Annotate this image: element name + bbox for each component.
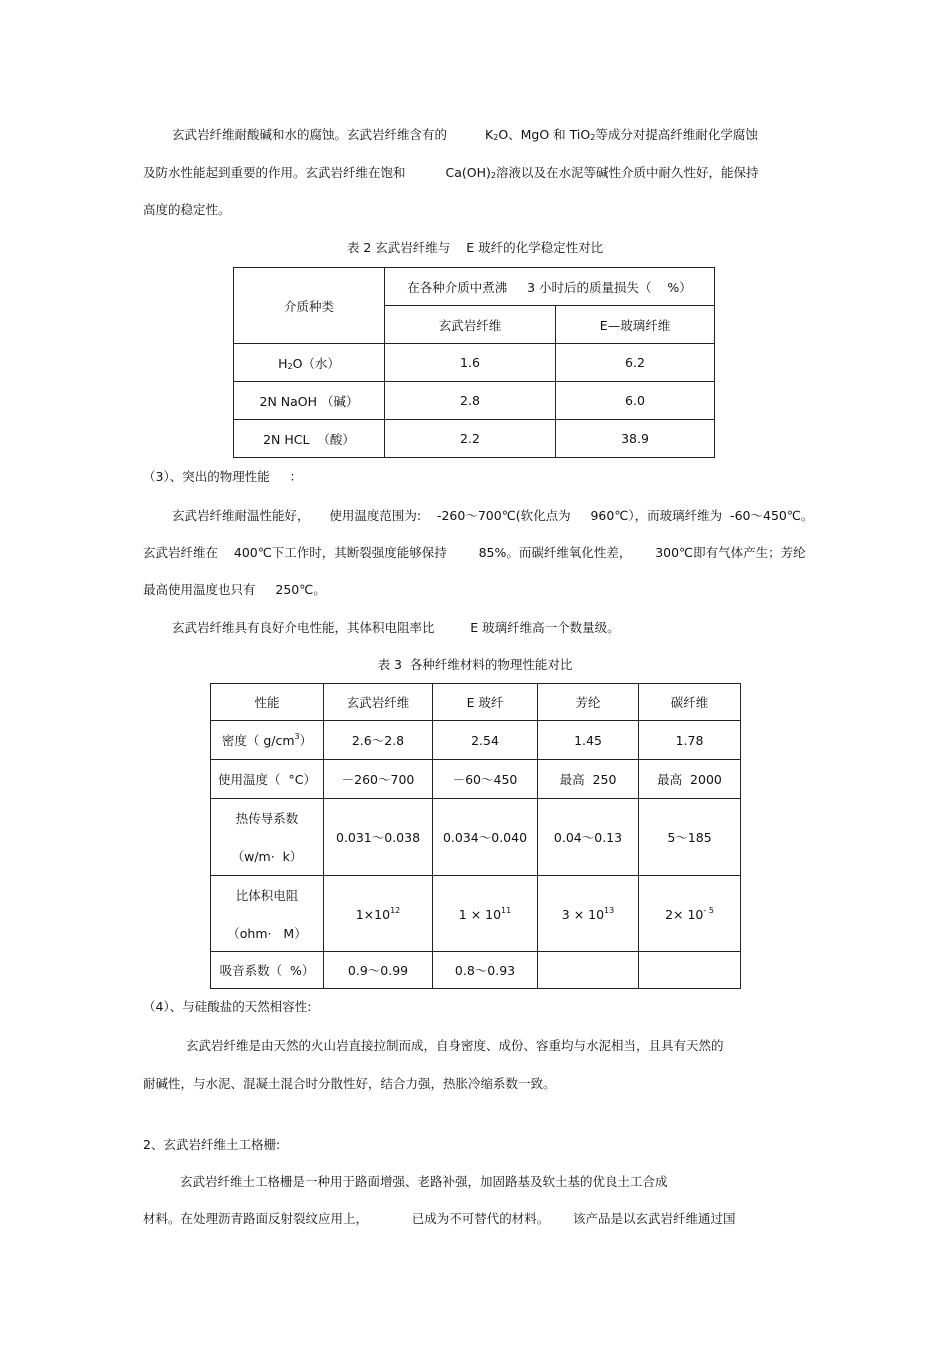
table2-header-group: 在各种介质中煮沸 3 小时后的质量损失（ %）: [385, 268, 715, 306]
section3-line4: 玄武岩纤维具有良好介电性能，其体积电阻率比 E 玻璃纤维高一个数量级。: [172, 620, 620, 635]
table-row: [234, 344, 715, 382]
table-row: [211, 760, 741, 799]
section-geogrid-line2: 材料。在处理沥青路面反射裂纹应用上， 已成为不可替代的材料。 该产品是以玄武岩纤维通过国: [143, 1211, 736, 1226]
table3-cell: 2.6～2.8: [324, 721, 433, 760]
table3-resistivity-label: 比体积电阻 （ohm· M）: [211, 876, 324, 952]
table2-eglass-value: 6.2: [556, 344, 715, 382]
table3-cell: －60～450: [433, 760, 538, 799]
table-row: [211, 721, 741, 760]
table-row: [211, 799, 741, 876]
table3-cell: 1.45: [538, 721, 639, 760]
table2-caption: 表 2 玄武岩纤维与 E 玻纤的化学稳定性对比: [346, 240, 604, 255]
section4-line2: 耐碱性，与水泥、混凝土混合时分散性好，结合力强，热胀冷缩系数一致。: [143, 1076, 556, 1091]
section3-line1: 玄武岩纤维耐温性能好， 使用温度范围为: -260～700℃(软化点为 960℃），而玻璃纤维为 -60～450℃。: [172, 508, 814, 523]
table3-header: E 玻纤: [433, 684, 538, 721]
table2-basalt-value: 2.8: [385, 382, 556, 420]
section3-line2: 玄武岩纤维在 400℃下工作时，其断裂强度能够保持 85%。而碳纤维氧化性差， 300℃即有气体产生；芳纶: [143, 545, 806, 560]
table3-cell: 1.78: [639, 721, 741, 760]
table3-header: 玄武岩纤维: [324, 684, 433, 721]
para1-line1: 玄武岩纤维耐酸碱和水的腐蚀。玄武岩纤维含有的 $K_2O$、MgO 和 TiO$_2$等成分对提高纤维耐化学腐蚀: [172, 127, 758, 142]
table3-header: 碳纤维: [639, 684, 741, 721]
table2-eglass-value: 38.9: [556, 420, 715, 458]
table3-cell: [639, 952, 741, 989]
table2-header-medium: 介质种类: [234, 268, 385, 344]
section4-line1: 玄武岩纤维是由天然的火山岩直接拉制而成，自身密度、成份、容重均与水泥相当，且具有天然的: [186, 1038, 724, 1053]
table3-temp-label: 使用温度（ °C）: [211, 760, 324, 799]
table2-medium: $H_2O$（水）: [234, 344, 385, 382]
table3-caption: 表 3 各种纤维材料的物理性能对比: [377, 657, 573, 672]
table3-cell: $1\times 10^{12}$: [324, 876, 433, 952]
table2-eglass-value: 6.0: [556, 382, 715, 420]
table3-cell: 0.8～0.93: [433, 952, 538, 989]
para1-line2: 及防水性能起到重要的作用。玄武岩纤维在饱和 $Ca(OH)_2$溶液以及在水泥等碱性介质中耐久性好，能保持: [143, 165, 759, 180]
table3-header: 芳纶: [538, 684, 639, 721]
table3-cell: 5～185: [639, 799, 741, 876]
table2-basalt-value: 2.2: [385, 420, 556, 458]
para1-line3: 高度的稳定性。: [143, 202, 231, 217]
table-row: [234, 420, 715, 458]
table3-cell: 0.9～0.99: [324, 952, 433, 989]
section3-heading: （3）、突出的物理性能 ：: [143, 469, 303, 484]
table2-header-basalt: 玄武岩纤维: [385, 306, 556, 344]
table2-medium: 2N NaOH （碱）: [234, 382, 385, 420]
table3-cell: $1 \times 10^{11}$: [433, 876, 538, 952]
table3-cell: [538, 952, 639, 989]
table3-cell: 最高 2000: [639, 760, 741, 799]
table3: [210, 683, 741, 989]
table3-cell: $2\times 10^{- 5}$: [639, 876, 741, 952]
table3-header: 性能: [211, 684, 324, 721]
table-row: [234, 382, 715, 420]
table3-cell: 0.034～0.040: [433, 799, 538, 876]
table-row: [211, 952, 741, 989]
table3-cell: $3 \times 10^{13}$: [538, 876, 639, 952]
table3-header-row: [211, 684, 741, 721]
table3-cell: －260～700: [324, 760, 433, 799]
table3-sound-label: 吸音系数（ %）: [211, 952, 324, 989]
section-geogrid-line1: 玄武岩纤维土工格栅是一种用于路面增强、老路补强，加固路基及软土基的优良土工合成: [180, 1174, 668, 1189]
table3-density-label: 密度（ $g/cm^3$）: [211, 721, 324, 760]
table3-thermal-label: 热传导系数 （w/m· k）: [211, 799, 324, 876]
table3-cell: 0.04～0.13: [538, 799, 639, 876]
section4-heading: （4）、与硅酸盐的天然相容性:: [143, 999, 312, 1014]
table2-header-eglass: E—玻璃纤维: [556, 306, 715, 344]
table3-cell: 0.031～0.038: [324, 799, 433, 876]
section3-line3: 最高使用温度也只有 250℃。: [143, 582, 326, 597]
table3-cell: 最高 250: [538, 760, 639, 799]
section-geogrid-heading: 2、玄武岩纤维土工格栅:: [143, 1137, 281, 1152]
table2-medium: 2N HCL （酸）: [234, 420, 385, 458]
table3-cell: 2.54: [433, 721, 538, 760]
table2: [233, 267, 715, 458]
table2-basalt-value: 1.6: [385, 344, 556, 382]
table-row: [211, 876, 741, 952]
